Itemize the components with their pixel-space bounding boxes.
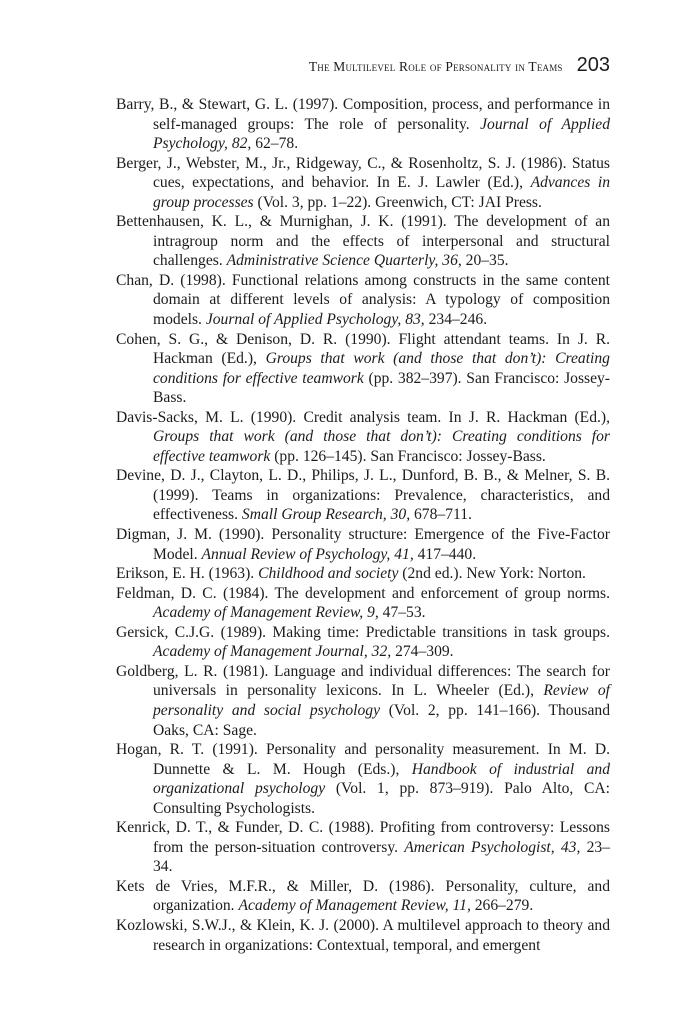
reference-entry: Bettenhausen, K. L., & Murnighan, J. K. (1991). The development of an intragroup norm and the effects of interpersonal and structural challenges. Administrative Science Quarterly, 36, 20–35.	[116, 213, 610, 270]
reference-entry: Davis-Sacks, M. L. (1990). Credit analysis team. In J. R. Hackman (Ed.), Groups that work (and those that don’t): Creating conditions for effective teamwork (pp. 126–145). San Francisco: Jossey-Bass.	[116, 408, 610, 465]
running-head: The Multilevel Role of Personality in Teams	[308, 59, 563, 74]
reference-entry: Barry, B., & Stewart, G. L. (1997). Composition, process, and performance in self-managed groups: The role of personality. Journal of Applied Psychology, 82, 62–78.	[116, 96, 610, 153]
reference-entry: Hogan, R. T. (1991). Personality and personality measurement. In M. D. Dunnette & L. M. Hough (Eds.), Handbook of industrial and organizational psychology (Vol. 1, pp. 873–919). Palo Alto, CA: Consulting Psychologists.	[116, 741, 610, 817]
reference-entry: Chan, D. (1998). Functional relations among constructs in the same content domain at different levels of analysis: A typology of composition models. Journal of Applied Psychology, 83, 234–246.	[116, 271, 610, 329]
reference-entry: Kozlowski, S.W.J., & Klein, K. J. (2000). A multilevel approach to theory and research in organizations: Contextual, temporal, and emergent	[116, 916, 610, 954]
reference-entry: Feldman, D. C. (1984). The development and enforcement of group norms. Academy of Management Review, 9, 47–53.	[116, 584, 610, 622]
page-header	[0, 54, 610, 77]
reference-entry: Cohen, S. G., & Denison, D. R. (1990). Flight attendant teams. In J. R. Hackman (Ed.), Groups that work (and those that don’t): Creating conditions for effective teamwork (pp. 382–397). San Francisco: Jossey-Bass.	[116, 330, 610, 407]
reference-entry: Goldberg, L. R. (1981). Language and individual differences: The search for universals in personality lexicons. In L. Wheeler (Ed.), Review of personality and social psychology (Vol. 2, pp. 141–166). Thousand Oaks, CA: Sage.	[116, 662, 610, 739]
reference-entry: Kenrick, D. T., & Funder, D. C. (1988). Profiting from controversy: Lessons from the person-situation controversy. American Psychologist, 43, 23–34.	[116, 819, 610, 876]
reference-entry: Kets de Vries, M.F.R., & Miller, D. (1986). Personality, culture, and organization. Academy of Management Review, 11, 266–279.	[116, 877, 610, 915]
reference-entry: Devine, D. J., Clayton, L. D., Philips, J. L., Dunford, B. B., & Melner, S. B. (1999). Teams in organizations: Prevalence, characteristics, and effectiveness. Small Group Research, 30, 678–711.	[116, 467, 610, 524]
reference-entry: Gersick, C.J.G. (1989). Making time: Predictable transitions in task groups. Academy of Management Journal, 32, 274–309.	[116, 623, 610, 661]
reference-entry: Berger, J., Webster, M., Jr., Ridgeway, C., & Rosenholtz, S. J. (1986). Status cues, expectations, and behavior. In E. J. Lawler (Ed.), Advances in group processes (Vol. 3, pp. 1–22). Greenwich, CT: JAI Press.	[116, 154, 610, 211]
reference-entry: Erikson, E. H. (1963). Childhood and society (2nd ed.). New York: Norton.	[116, 565, 586, 583]
reference-entry: Digman, J. M. (1990). Personality structure: Emergence of the Five-Factor Model. Annual Review of Psychology, 41, 417–440.	[116, 526, 610, 563]
reference-list	[116, 95, 610, 955]
page-number: 203	[576, 54, 610, 76]
